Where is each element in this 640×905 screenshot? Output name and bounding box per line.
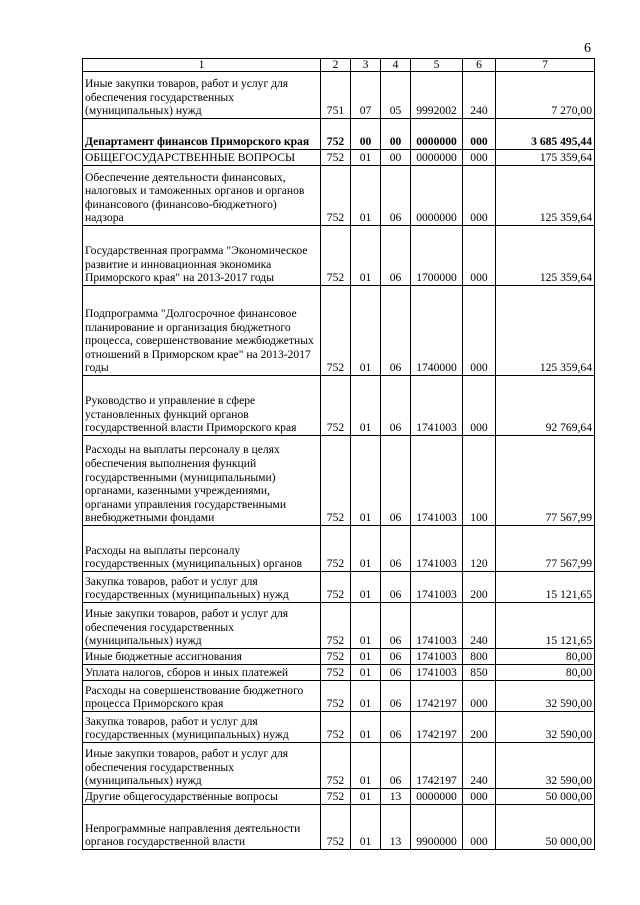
row-subsection: 06: [381, 603, 411, 649]
header-cell-2: 2: [321, 59, 351, 72]
header-cell-1: 1: [83, 59, 321, 72]
row-target-article: 0000000: [411, 789, 463, 805]
row-ministry: 752: [321, 526, 351, 572]
row-section: 01: [351, 649, 381, 665]
row-ministry: 752: [321, 286, 351, 376]
row-description: Государственная программа "Экономическое развитие и инновационная экономика Приморского края" на 2013-2017 годы: [83, 226, 321, 286]
row-ministry: 752: [321, 376, 351, 436]
row-description: Обеспечение деятельности финансовых, налоговых и таможенных органов и органов финансового (финансово-бюджетного) надзора: [83, 166, 321, 226]
row-subsection: 06: [381, 526, 411, 572]
header-cell-4: 4: [381, 59, 411, 72]
row-section: 01: [351, 665, 381, 681]
table-row: [83, 226, 595, 286]
row-target-article: 1741003: [411, 526, 463, 572]
row-section: 01: [351, 805, 381, 850]
row-amount: 125 359,64: [496, 286, 595, 376]
row-section: 01: [351, 712, 381, 743]
table-row: [83, 603, 595, 649]
row-subsection: 13: [381, 789, 411, 805]
row-subsection: 05: [381, 72, 411, 119]
row-description: Иные закупки товаров, работ и услуг для обеспечения государственных (муниципальных) нужд: [83, 743, 321, 789]
table-row: [83, 150, 595, 166]
row-expense-type: 100: [463, 436, 496, 526]
row-expense-type: 000: [463, 681, 496, 712]
row-target-article: 1742197: [411, 743, 463, 789]
table-row: [83, 119, 595, 150]
row-amount: 3 685 495,44: [496, 119, 595, 150]
row-target-article: 1740000: [411, 286, 463, 376]
row-target-article: 1741003: [411, 436, 463, 526]
row-ministry: 752: [321, 436, 351, 526]
row-amount: 92 769,64: [496, 376, 595, 436]
row-section: 07: [351, 72, 381, 119]
row-target-article: 0000000: [411, 119, 463, 150]
row-subsection: 06: [381, 226, 411, 286]
row-amount: 50 000,00: [496, 805, 595, 850]
row-amount: 175 359,64: [496, 150, 595, 166]
table-row: [83, 665, 595, 681]
row-subsection: 00: [381, 150, 411, 166]
row-expense-type: 000: [463, 376, 496, 436]
row-expense-type: 800: [463, 649, 496, 665]
row-amount: 15 121,65: [496, 603, 595, 649]
row-amount: 32 590,00: [496, 743, 595, 789]
row-expense-type: 850: [463, 665, 496, 681]
row-amount: 32 590,00: [496, 681, 595, 712]
table-row: [83, 712, 595, 743]
row-amount: 50 000,00: [496, 789, 595, 805]
row-section: 01: [351, 286, 381, 376]
row-expense-type: 200: [463, 712, 496, 743]
row-description: Департамент финансов Приморского края: [83, 119, 321, 150]
header-cell-6: 6: [463, 59, 496, 72]
row-amount: 125 359,64: [496, 226, 595, 286]
row-description: Расходы на выплаты персоналу государственных (муниципальных) органов: [83, 526, 321, 572]
table-row: [83, 649, 595, 665]
row-target-article: 1741003: [411, 376, 463, 436]
row-section: 00: [351, 119, 381, 150]
table-row: [83, 376, 595, 436]
row-target-article: 1742197: [411, 681, 463, 712]
row-section: 01: [351, 603, 381, 649]
row-expense-type: 000: [463, 286, 496, 376]
row-amount: 15 121,65: [496, 572, 595, 603]
row-description: Уплата налогов, сборов и иных платежей: [83, 665, 321, 681]
row-subsection: 06: [381, 665, 411, 681]
row-description: Другие общегосударственные вопросы: [83, 789, 321, 805]
row-section: 01: [351, 526, 381, 572]
row-section: 01: [351, 166, 381, 226]
row-expense-type: 200: [463, 572, 496, 603]
row-target-article: 9992002: [411, 72, 463, 119]
table-row: [83, 743, 595, 789]
row-subsection: 06: [381, 286, 411, 376]
page-number: 6: [584, 41, 591, 56]
table-row: [83, 805, 595, 850]
table-row: [83, 286, 595, 376]
row-subsection: 06: [381, 649, 411, 665]
table-row: [83, 72, 595, 119]
row-description: Иные закупки товаров, работ и услуг для обеспечения государственных (муниципальных) нужд: [83, 603, 321, 649]
row-subsection: 06: [381, 436, 411, 526]
table-row: [83, 789, 595, 805]
row-subsection: 06: [381, 712, 411, 743]
row-ministry: 752: [321, 649, 351, 665]
row-section: 01: [351, 226, 381, 286]
row-expense-type: 000: [463, 226, 496, 286]
row-target-article: 1741003: [411, 665, 463, 681]
row-ministry: 752: [321, 603, 351, 649]
header-row: [83, 59, 595, 72]
row-ministry: 752: [321, 665, 351, 681]
row-ministry: 752: [321, 681, 351, 712]
row-description: Руководство и управление в сфере установленных функций органов государственной власти Приморского края: [83, 376, 321, 436]
row-ministry: 752: [321, 150, 351, 166]
row-ministry: 752: [321, 743, 351, 789]
row-subsection: 06: [381, 166, 411, 226]
row-subsection: 06: [381, 681, 411, 712]
row-section: 01: [351, 572, 381, 603]
row-expense-type: 000: [463, 166, 496, 226]
row-subsection: 06: [381, 572, 411, 603]
row-description: Закупка товаров, работ и услуг для государственных (муниципальных) нужд: [83, 572, 321, 603]
row-subsection: 13: [381, 805, 411, 850]
row-expense-type: 000: [463, 805, 496, 850]
row-target-article: 0000000: [411, 166, 463, 226]
row-subsection: 06: [381, 743, 411, 789]
row-section: 01: [351, 681, 381, 712]
row-amount: 80,00: [496, 665, 595, 681]
row-expense-type: 000: [463, 789, 496, 805]
row-amount: 77 567,99: [496, 436, 595, 526]
row-description: Расходы на совершенствование бюджетного процесса Приморского края: [83, 681, 321, 712]
row-ministry: 752: [321, 226, 351, 286]
row-expense-type: 240: [463, 603, 496, 649]
row-description: Иные закупки товаров, работ и услуг для обеспечения государственных (муниципальных) нужд: [83, 72, 321, 119]
row-target-article: 9900000: [411, 805, 463, 850]
row-section: 01: [351, 789, 381, 805]
table-row: [83, 572, 595, 603]
table-row: [83, 436, 595, 526]
row-section: 01: [351, 376, 381, 436]
row-expense-type: 120: [463, 526, 496, 572]
row-expense-type: 000: [463, 119, 496, 150]
row-target-article: 1700000: [411, 226, 463, 286]
row-amount: 32 590,00: [496, 712, 595, 743]
row-description: Расходы на выплаты персоналу в целях обеспечения выполнения функций государственными (муниципальными) органами, казенными учреждениями, органами управления государственными внебюджетными фондами: [83, 436, 321, 526]
row-section: 01: [351, 150, 381, 166]
row-target-article: 1741003: [411, 572, 463, 603]
row-subsection: 00: [381, 119, 411, 150]
row-expense-type: 240: [463, 72, 496, 119]
row-description: Иные бюджетные ассигнования: [83, 649, 321, 665]
row-ministry: 752: [321, 805, 351, 850]
row-target-article: 1742197: [411, 712, 463, 743]
header-cell-7: 7: [496, 59, 595, 72]
row-section: 01: [351, 743, 381, 789]
row-description: Подпрограмма "Долгосрочное финансовое планирование и организация бюджетного процесса, совершенствование межбюджетных отношений в Приморском крае" на 2013-2017 годы: [83, 286, 321, 376]
row-ministry: 752: [321, 166, 351, 226]
row-description: ОБЩЕГОСУДАРСТВЕННЫЕ ВОПРОСЫ: [83, 150, 321, 166]
row-section: 01: [351, 436, 381, 526]
row-target-article: 0000000: [411, 150, 463, 166]
row-amount: 77 567,99: [496, 526, 595, 572]
row-amount: 80,00: [496, 649, 595, 665]
row-ministry: 752: [321, 789, 351, 805]
row-description: Непрограммные направления деятельности органов государственной власти: [83, 805, 321, 850]
row-ministry: 751: [321, 72, 351, 119]
row-subsection: 06: [381, 376, 411, 436]
row-expense-type: 000: [463, 150, 496, 166]
row-target-article: 1741003: [411, 649, 463, 665]
header-cell-3: 3: [351, 59, 381, 72]
row-ministry: 752: [321, 119, 351, 150]
row-ministry: 752: [321, 572, 351, 603]
row-amount: 7 270,00: [496, 72, 595, 119]
row-expense-type: 240: [463, 743, 496, 789]
row-description: Закупка товаров, работ и услуг для государственных (муниципальных) нужд: [83, 712, 321, 743]
table-row: [83, 681, 595, 712]
table-row: [83, 526, 595, 572]
budget-table: [82, 58, 595, 850]
row-target-article: 1741003: [411, 603, 463, 649]
table-row: [83, 166, 595, 226]
row-amount: 125 359,64: [496, 166, 595, 226]
header-cell-5: 5: [411, 59, 463, 72]
row-ministry: 752: [321, 712, 351, 743]
